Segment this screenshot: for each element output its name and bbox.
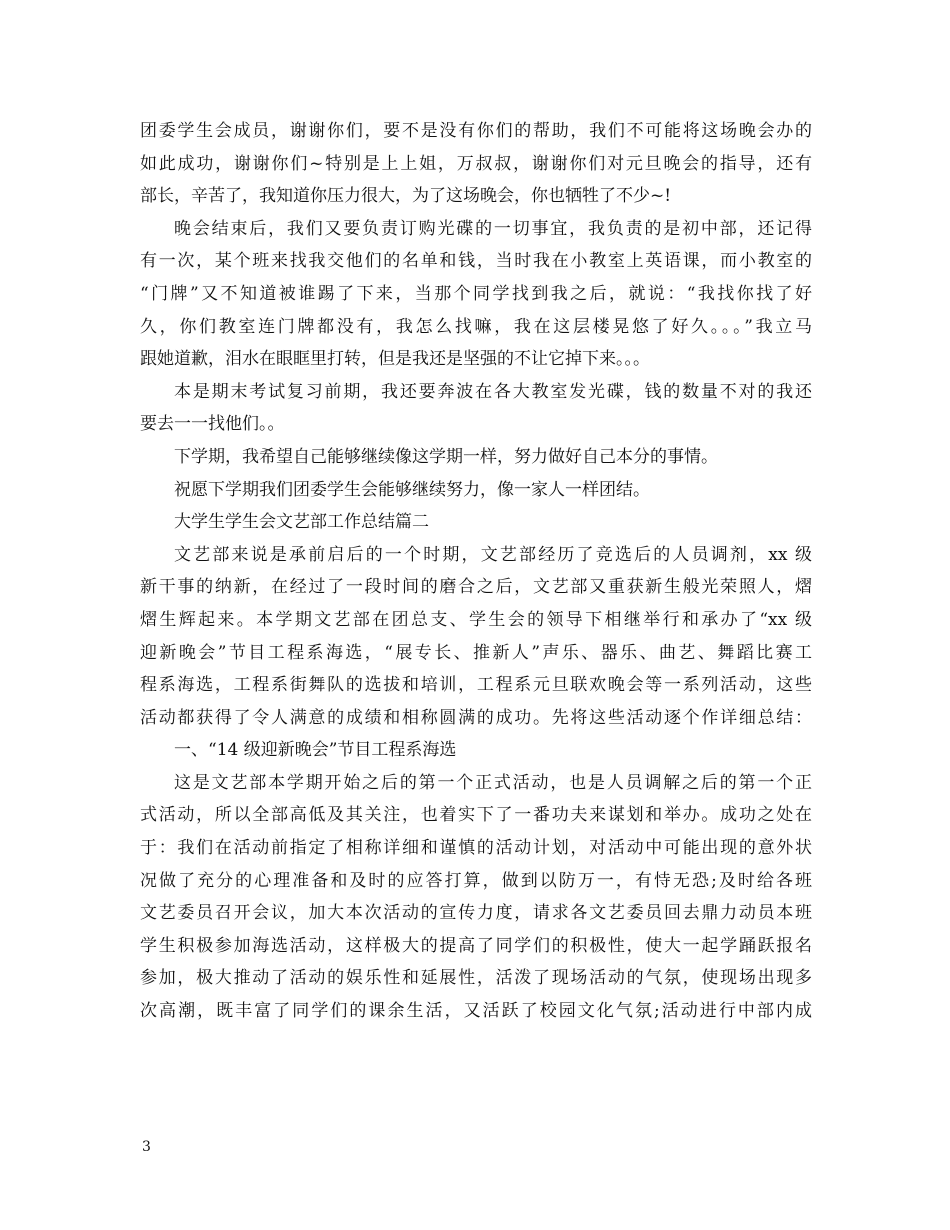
text-line: 迎新晚会”节目工程系海选，“展专长、推新人”声乐、器乐、曲艺、舞蹈比赛工: [140, 642, 812, 663]
text-line: 祝愿下学期我们团委学生会能够继续努力，像一家人一样团结。: [174, 479, 650, 500]
text-line: 熠生辉起来。本学期文艺部在团总支、学生会的领导下相继举行和承办了“xx 级: [140, 609, 812, 630]
text-line: 有一次，某个班来找我交他们的名单和钱，当时我在小教室上英语课，而小教室的: [140, 251, 812, 272]
text-line: 一、“14 级迎新晚会”节目工程系海选: [174, 740, 457, 761]
text-line: 学生积极参加海选活动，这样极大的提高了同学们的积极性，使大一起学踊跃报名: [140, 935, 812, 956]
text-line: 文艺部来说是承前启后的一个时期，文艺部经历了竞选后的人员调剂，xx 级: [174, 544, 812, 565]
text-line: 活动都获得了令人满意的成绩和相称圆满的成功。先将这些活动逐个作详细总结：: [140, 707, 812, 728]
text-line: 久，你们教室连门牌都没有，我怎么找嘛，我在这层楼晃悠了好久。。。”我立马: [140, 316, 812, 337]
text-line: 下学期，我希望自己能够继续像这学期一样，努力做好自己本分的事情。: [174, 446, 718, 467]
text-line: 团委学生会成员，谢谢你们，要不是没有你们的帮助，我们不可能将这场晚会办的: [140, 121, 812, 141]
text-line: 这是文艺部本学期开始之后的第一个正式活动，也是人员调解之后的第一个正: [174, 772, 812, 793]
page-number: 3: [142, 1139, 151, 1155]
text-line: 部长，辛苦了，我知道你压力很大，为了这场晚会，你也牺牲了不少~!: [140, 186, 672, 207]
text-line: 于：我们在活动前指定了相称详细和谨慎的活动计划，对活动中可能出现的意外状: [140, 838, 812, 859]
text-line: 况做了充分的心理准备和及时的应答打算，做到以防万一，有恃无恐;及时给各班: [140, 870, 812, 891]
text-line: 程系海选，工程系街舞队的选拔和培训，工程系元旦联欢晚会等一系列活动，这些: [140, 675, 812, 696]
text-line: 晚会结束后，我们又要负责订购光碟的一切事宜，我负责的是初中部，还记得: [174, 218, 812, 239]
body-text: [140, 115, 812, 1028]
text-line: 新干事的纳新，在经过了一段时间的磨合之后，文艺部又重获新生般光荣照人，熠: [140, 577, 812, 598]
text-line: 本是期末考试复习前期，我还要奔波在各大教室发光碟，钱的数量不对的我还: [174, 381, 812, 402]
text-line: 文艺委员召开会议，加大本次活动的宣传力度，请求各文艺委员回去鼎力动员本班: [140, 903, 812, 924]
text-line: “门牌”又不知道被谁踢了下来，当那个同学找到我之后，就说：“我找你找了好: [140, 283, 812, 304]
text-line: 次高潮，既丰富了同学们的课余生活，又活跃了校园文化气氛;活动进行中部内成: [140, 1001, 812, 1022]
text-line: 大学生学生会文艺部工作总结篇二: [174, 512, 429, 533]
text-line: 参加，极大推动了活动的娱乐性和延展性，活泼了现场活动的气氛，使现场出现多: [140, 968, 812, 989]
text-line: 要去一一找他们。。: [140, 414, 285, 435]
text-line: 跟她道歉，泪水在眼眶里打转，但是我还是坚强的不让它掉下来。。。: [140, 349, 650, 370]
text-line: 式活动，所以全部高低及其关注，也着实下了一番功夫来谋划和举办。成功之处在: [140, 805, 812, 826]
text-line: 如此成功，谢谢你们~特别是上上姐，万叔叔，谢谢你们对元旦晚会的指导，还有: [140, 153, 812, 174]
